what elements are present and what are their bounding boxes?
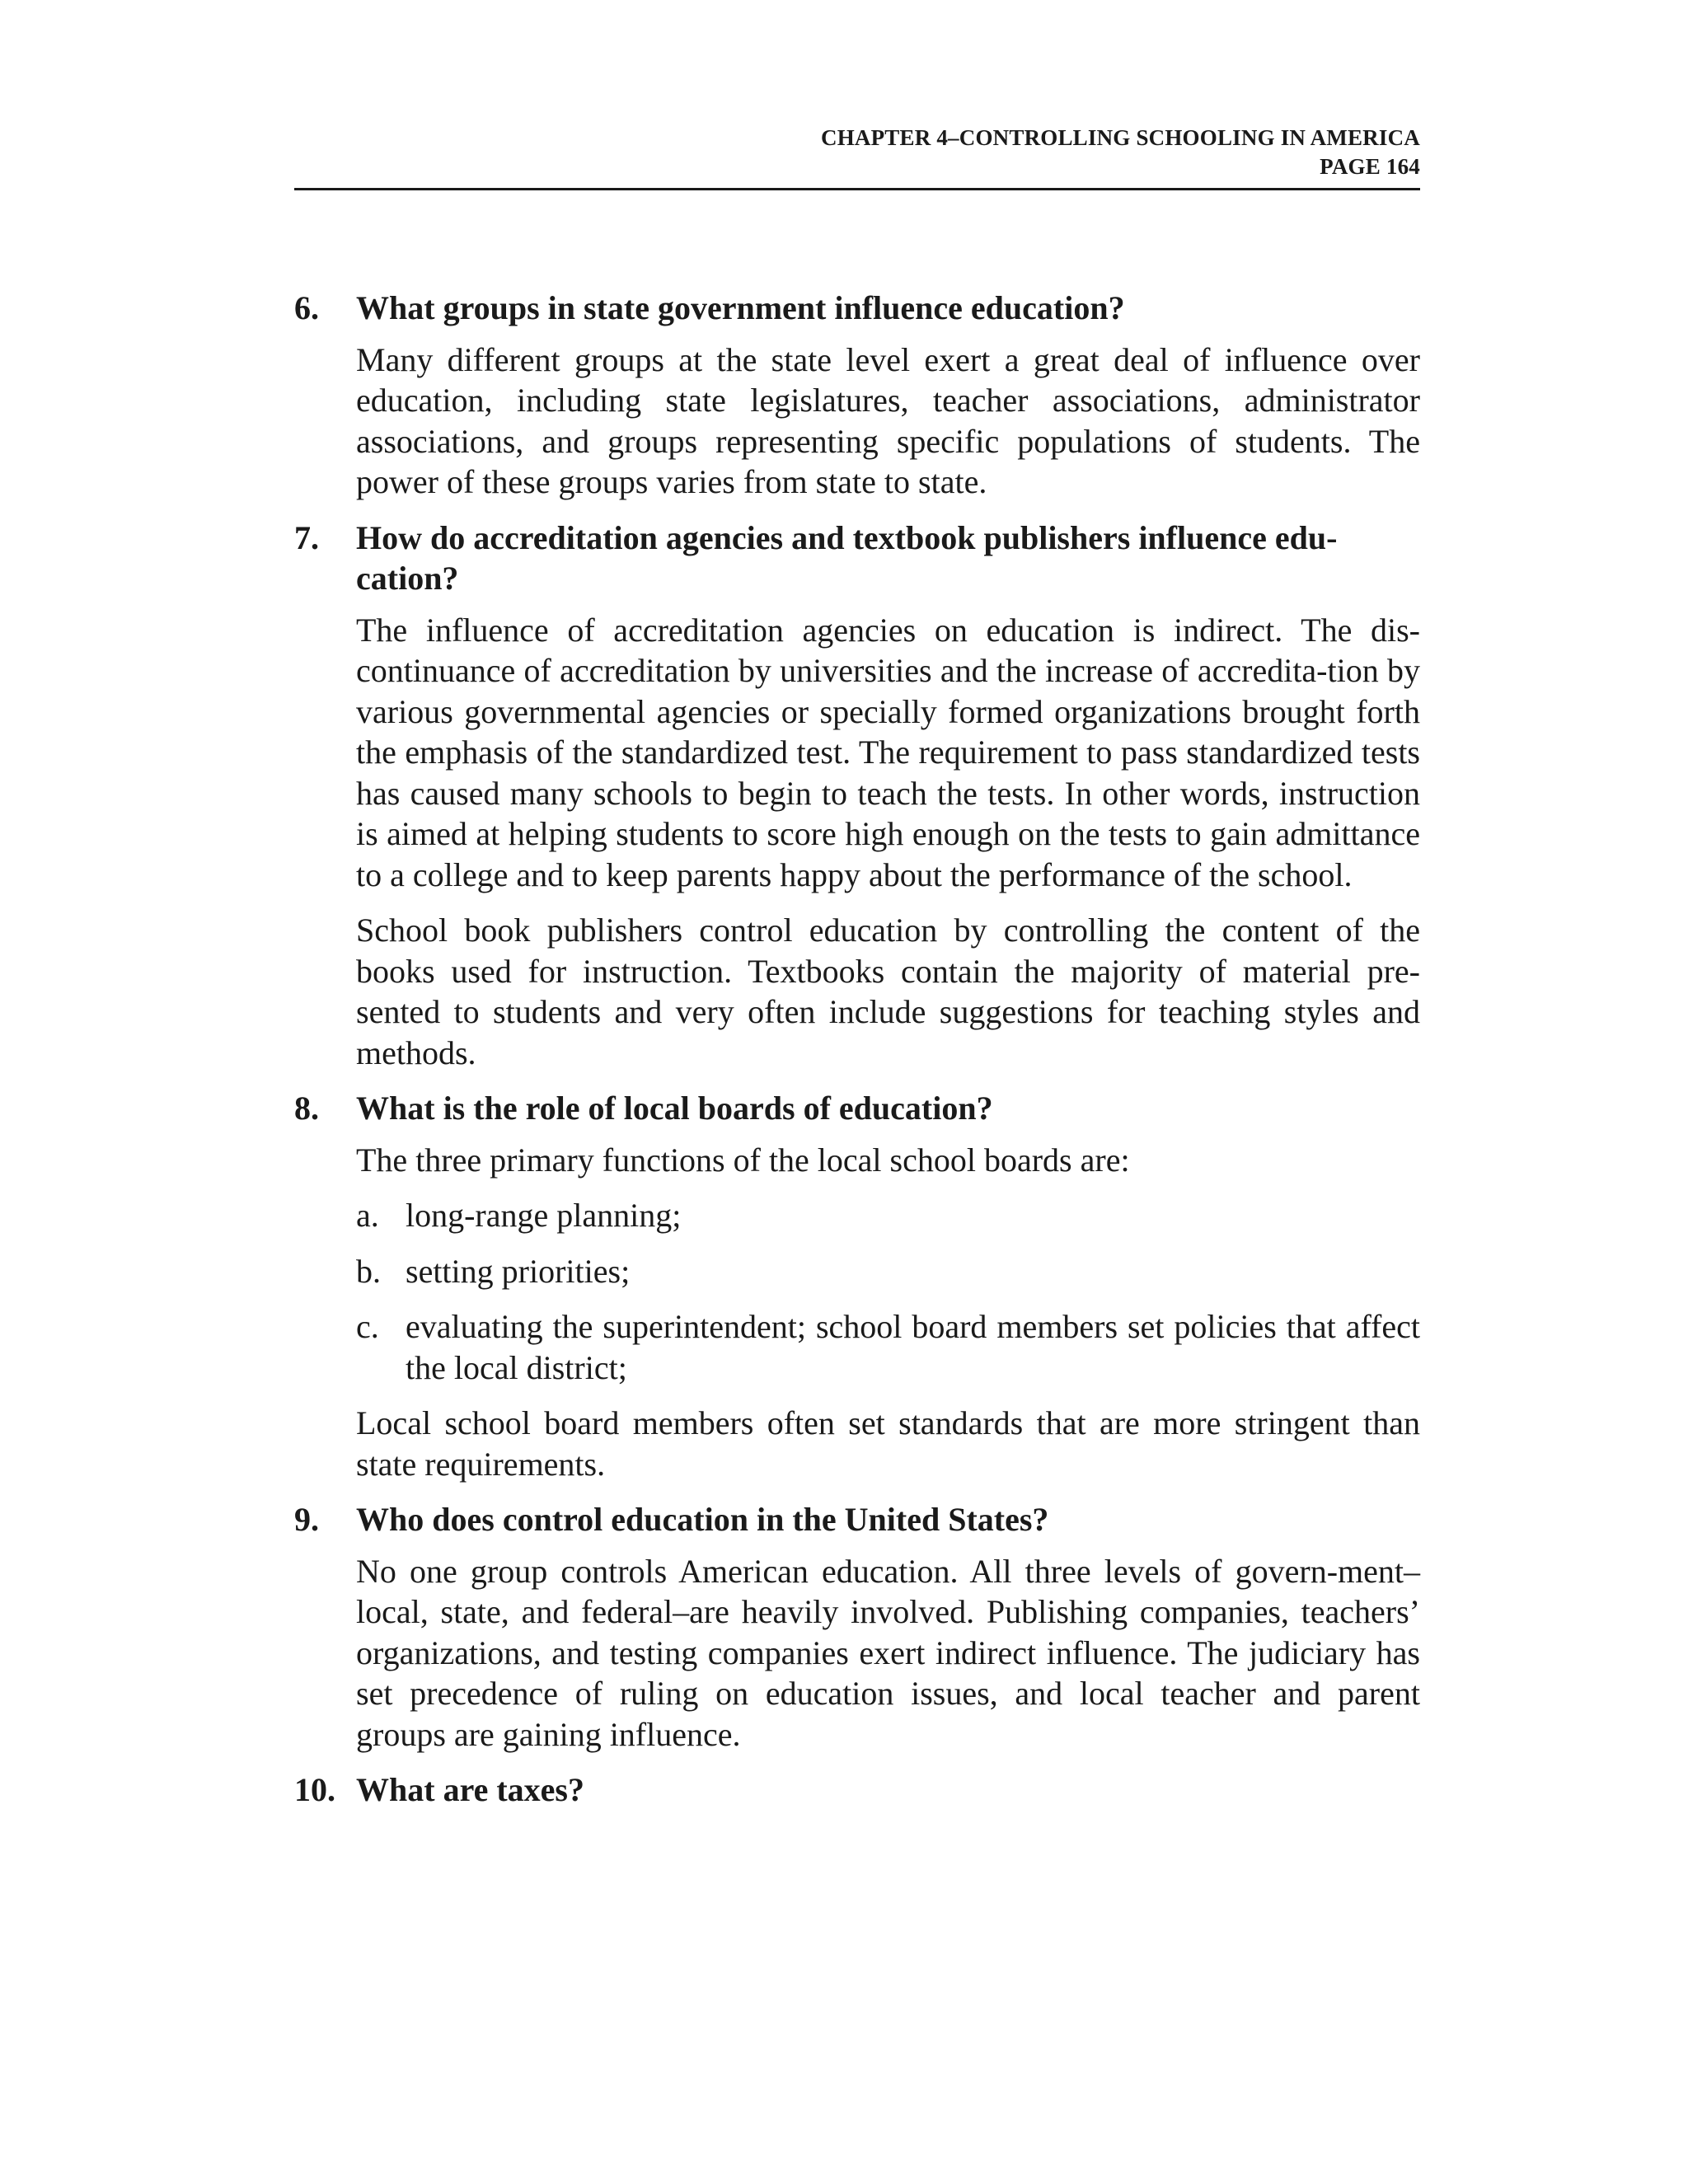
question-heading [294,1088,1420,1129]
list-item [356,1306,1420,1388]
list-marker: b. [356,1252,381,1290]
chapter-title: CHAPTER 4–CONTROLLING SCHOOLING IN AMERICA [821,125,1420,150]
list-item-text: setting priorities; [406,1252,631,1290]
answer-paragraph: No one group controls American education. All three levels of govern-ment–local, state, and federal–are heavily involved. Publishing companies, teachers’ organizations, and testing companies exert indirect influence. The judiciary has set precedence of ruling on education issues, and local teacher and parent groups are gaining influence. [356,1552,1420,1753]
question-number: 9. [294,1501,319,1538]
question-text: What are taxes? [356,1771,584,1808]
list-marker: c. [356,1308,379,1345]
page-number: PAGE 164 [1320,154,1420,179]
answer-paragraph: The three primary functions of the local school boards are: [356,1141,1130,1179]
question-text: Who does control education in the United States? [356,1501,1049,1538]
running-header [294,124,1420,185]
question-number: 7. [294,518,319,556]
question-text: How do accreditation agencies and textbook publishers influence edu-cation? [356,518,1338,597]
header-rule [294,188,1420,190]
question-heading [294,518,1420,599]
list-item [356,1195,1420,1236]
answer-paragraph: Many different groups at the state level exert a great deal of influence over education, including state legislatures, teacher associations, administrator associations, and groups representing specific populations of students. The power of these groups varies from state to state. [356,340,1420,500]
list-marker: a. [356,1197,379,1234]
question-number: 8. [294,1090,319,1127]
answer-paragraph: The influence of accreditation agencies on education is indirect. The dis-continuance of accreditation by universities and the increase of accredita-tion by various governmental agencies or specially formed organizations brought forth the emphasis of the standardized test. The requirement to pass standardized tests has caused many schools to begin to teach the tests. In other words, instruction is aimed at helping students to score high enough on the tests to gain admittance to a college and to keep parents happy about the performance of the school. [356,611,1420,893]
question-number: 10. [294,1771,335,1808]
answer-paragraph: School book publishers control education by controlling the content of the books used for instruction. Textbooks contain the majority of material pre-sented to students and very often include suggestions for teaching styles and methods. [356,912,1420,1071]
question-number: 6. [294,289,319,326]
question-heading [294,1499,1420,1540]
document-page [294,124,1420,1821]
main-content [294,288,1420,1811]
question-heading [294,1769,1420,1811]
question-text: What is the role of local boards of education? [356,1090,993,1127]
question-heading [294,288,1420,329]
answer-paragraph: Local school board members often set standards that are more stringent than state requirements. [356,1404,1420,1483]
list-item [356,1251,1420,1292]
question-text: What groups in state government influence education? [356,289,1125,326]
list-item-text: evaluating the superintendent; school board members set policies that affect the local district; [406,1308,1420,1386]
list-item-text: long-range planning; [406,1197,682,1234]
